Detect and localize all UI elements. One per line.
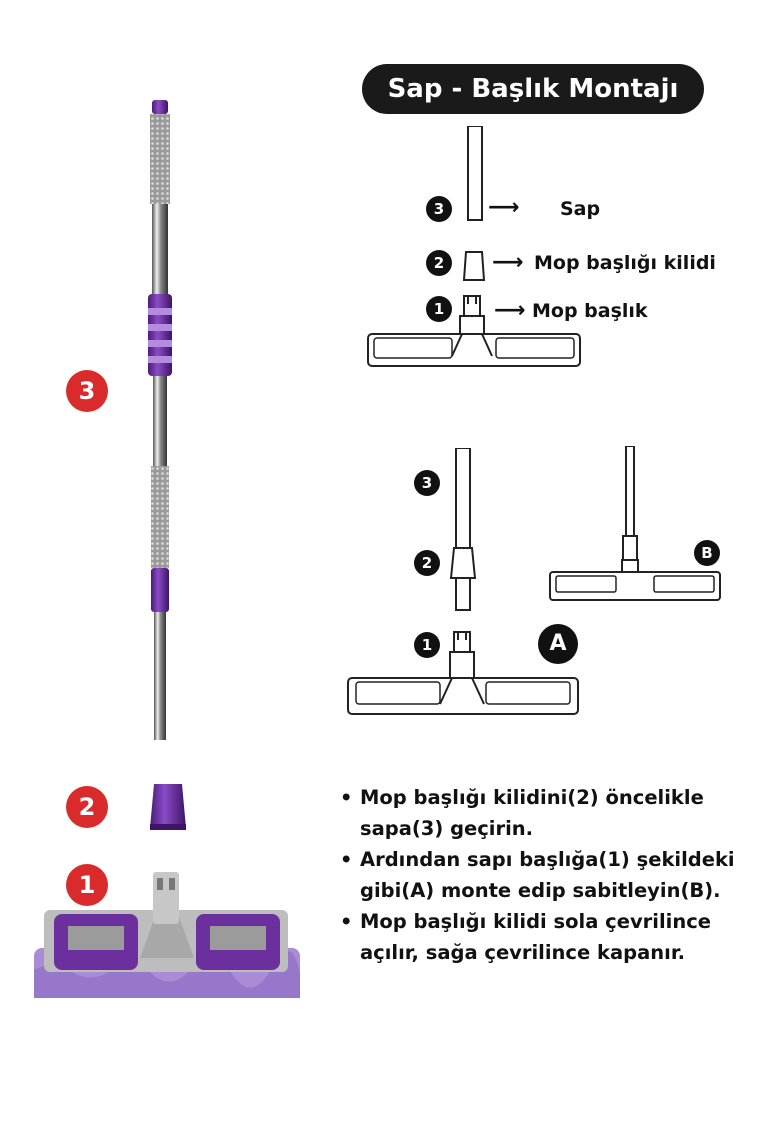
- label-mop-lock: Mop başlığı kilidi: [534, 252, 716, 274]
- instructions: [336, 782, 756, 968]
- top-diagram-mop-head: [360, 294, 590, 374]
- lock-illustration: [146, 782, 190, 832]
- bottom-badge-2: 2: [414, 550, 440, 576]
- badge-handle: 3: [66, 370, 108, 412]
- instruction-item: • Ardından sapı başlığa(1) şekildeki gibi(A) monte edip sabitleyin(B).: [336, 844, 756, 906]
- bottom-badge-3: 3: [414, 470, 440, 496]
- mop-handle-illustration: [130, 96, 190, 746]
- diagram-a-handle: [448, 448, 478, 614]
- arrow-icon: ⟶: [494, 298, 526, 323]
- arrow-icon: ⟶: [488, 195, 520, 220]
- label-mop-head: Mop başlık: [532, 300, 648, 322]
- arrow-icon: ⟶: [492, 250, 524, 275]
- diagram-a-mop-head: [344, 630, 584, 720]
- top-badge-3: 3: [426, 196, 452, 222]
- label-sap: Sap: [560, 198, 601, 220]
- diagram-b-assembled: [546, 446, 726, 606]
- instruction-item: • Mop başlığı kilidini(2) öncelikle sapa(3) geçirin.: [336, 782, 756, 844]
- bottom-badge-1: 1: [414, 632, 440, 658]
- page-title: Sap - Başlık Montajı: [362, 64, 704, 114]
- badge-lock: 2: [66, 786, 108, 828]
- badge-a: A: [538, 624, 578, 664]
- badge-head: 1: [66, 864, 108, 906]
- badge-b: B: [694, 540, 720, 566]
- top-diagram-handle: [466, 126, 486, 222]
- top-badge-1: 1: [426, 296, 452, 322]
- top-diagram-lock: [462, 250, 486, 282]
- top-badge-2: 2: [426, 250, 452, 276]
- instruction-item: • Mop başlığı kilidi sola çevrilince açılır, sağa çevrilince kapanır.: [336, 906, 756, 968]
